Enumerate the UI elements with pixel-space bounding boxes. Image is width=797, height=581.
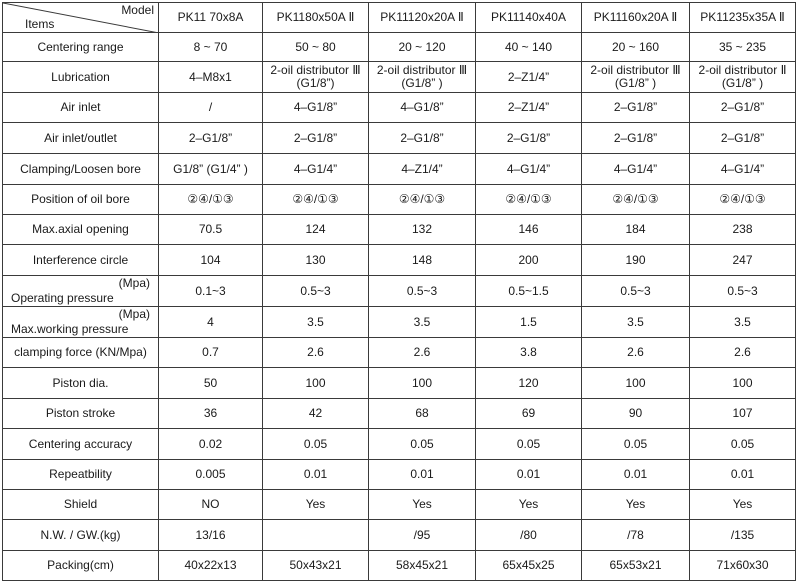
- table-cell: /80: [476, 520, 582, 551]
- table-row: [3, 520, 796, 551]
- items-heading: Items: [25, 17, 55, 31]
- table-row: [3, 154, 796, 185]
- row-label: Air inlet/outlet: [3, 123, 159, 154]
- table-cell: /78: [582, 520, 690, 551]
- table-cell: 148: [369, 245, 476, 276]
- spec-sheet: [2, 2, 795, 576]
- table-cell: 0.01: [476, 460, 582, 490]
- row-label-text: Max.working pressure: [11, 322, 129, 336]
- table-cell: 2.6: [263, 338, 369, 368]
- table-row: [3, 33, 796, 62]
- row-unit: (Mpa): [118, 276, 150, 290]
- model-heading: Model: [121, 3, 154, 17]
- table-cell: 0.5~3: [582, 276, 690, 307]
- model-column-header: PK11120x20A Ⅱ: [369, 3, 476, 33]
- table-row: [3, 123, 796, 154]
- table-cell: [582, 62, 690, 93]
- table-cell: ②④/①③: [476, 185, 582, 215]
- table-cell: 2–G1/8”: [159, 123, 263, 154]
- table-cell: 36: [159, 399, 263, 429]
- table-cell: 90: [582, 399, 690, 429]
- table-cell: 2–G1/8”: [369, 123, 476, 154]
- table-row: [3, 62, 796, 93]
- cell-line-secondary: (G1/8” ): [401, 76, 443, 90]
- row-unit: (Mpa): [118, 307, 150, 321]
- table-row: [3, 551, 796, 581]
- row-label: Position of oil bore: [3, 185, 159, 215]
- table-cell: 107: [690, 399, 796, 429]
- table-cell: 0.5~3: [690, 276, 796, 307]
- table-cell: 3.5: [690, 307, 796, 338]
- cell-line-primary: 2-oil distributor Ⅲ: [270, 63, 361, 77]
- table-cell: 8 ~ 70: [159, 33, 263, 62]
- table-cell: 0.01: [369, 460, 476, 490]
- table-cell: ②④/①③: [263, 185, 369, 215]
- table-cell: Yes: [369, 490, 476, 520]
- table-cell: 0.05: [690, 429, 796, 460]
- table-cell: 0.5~3: [369, 276, 476, 307]
- table-cell: 0.05: [582, 429, 690, 460]
- table-cell: 190: [582, 245, 690, 276]
- table-row: [3, 429, 796, 460]
- row-label: Centering range: [3, 33, 159, 62]
- table-cell: 20 ~ 160: [582, 33, 690, 62]
- row-label: Interference circle: [3, 245, 159, 276]
- table-cell: 0.7: [159, 338, 263, 368]
- table-cell: 4–G1/4”: [582, 154, 690, 185]
- table-cell: 35 ~ 235: [690, 33, 796, 62]
- table-cell: Yes: [263, 490, 369, 520]
- cell-line-secondary: (G1/8” ): [614, 76, 657, 90]
- table-cell: 4–G1/4”: [263, 154, 369, 185]
- table-cell: 184: [582, 215, 690, 245]
- table-cell: 100: [369, 368, 476, 399]
- table-cell: 65x53x21: [582, 551, 690, 581]
- model-column-header: PK1180x50A Ⅱ: [263, 3, 369, 33]
- row-label: Piston stroke: [3, 399, 159, 429]
- table-cell: ②④/①③: [159, 185, 263, 215]
- table-row: [3, 368, 796, 399]
- table-row: [3, 338, 796, 368]
- model-column-header: PK11235x35A Ⅱ: [690, 3, 796, 33]
- table-cell: 1.5: [476, 307, 582, 338]
- table-cell: NO: [159, 490, 263, 520]
- table-cell: 70.5: [159, 215, 263, 245]
- model-column-header: PK11140x40A: [476, 3, 582, 33]
- table-cell: Yes: [582, 490, 690, 520]
- table-cell: 146: [476, 215, 582, 245]
- table-cell: 200: [476, 245, 582, 276]
- header-row: [3, 3, 796, 33]
- row-label: clamping force (KN/Mpa): [3, 338, 159, 368]
- row-label: [3, 307, 159, 338]
- table-cell: 4–G1/8”: [369, 93, 476, 123]
- table-cell: /: [159, 93, 263, 123]
- table-cell: 4–M8x1: [159, 62, 263, 93]
- table-cell: [690, 62, 796, 93]
- table-cell: 100: [690, 368, 796, 399]
- table-cell: G1/8” (G1/4” ): [159, 154, 263, 185]
- cell-line-primary: 2-oil distributor Ⅲ: [590, 63, 681, 77]
- table-cell: 2–Z1/4”: [476, 62, 582, 93]
- table-cell: 104: [159, 245, 263, 276]
- table-cell: 2.6: [582, 338, 690, 368]
- table-row: [3, 215, 796, 245]
- table-cell: 50: [159, 368, 263, 399]
- table-cell: 0.05: [369, 429, 476, 460]
- table-cell: 50 ~ 80: [263, 33, 369, 62]
- table-cell: Yes: [690, 490, 796, 520]
- table-cell: 0.5~1.5: [476, 276, 582, 307]
- table-row: [3, 185, 796, 215]
- row-label: Shield: [3, 490, 159, 520]
- table-cell: /95: [369, 520, 476, 551]
- table-cell: 40x22x13: [159, 551, 263, 581]
- cell-line-secondary: (G1/8”): [296, 76, 335, 90]
- table-cell: ②④/①③: [690, 185, 796, 215]
- row-label: Air inlet: [3, 93, 159, 123]
- table-cell: 13/16: [159, 520, 263, 551]
- table-cell: 3.8: [476, 338, 582, 368]
- table-cell: 50x43x21: [263, 551, 369, 581]
- model-column-header: PK11160x20A Ⅱ: [582, 3, 690, 33]
- table-cell: 4–G1/8”: [263, 93, 369, 123]
- table-cell: 58x45x21: [369, 551, 476, 581]
- table-cell: 0.01: [582, 460, 690, 490]
- table-cell: 69: [476, 399, 582, 429]
- table-cell: 100: [263, 368, 369, 399]
- table-cell: 0.01: [263, 460, 369, 490]
- table-cell: 238: [690, 215, 796, 245]
- table-row: [3, 399, 796, 429]
- table-cell: 2–G1/8”: [582, 123, 690, 154]
- table-row: [3, 307, 796, 338]
- table-cell: 0.05: [476, 429, 582, 460]
- row-label: Lubrication: [3, 62, 159, 93]
- table-cell: 40 ~ 140: [476, 33, 582, 62]
- table-row: [3, 245, 796, 276]
- row-label: [3, 276, 159, 307]
- row-label: Packing(cm): [3, 551, 159, 581]
- table-cell: 4–Z1/4”: [369, 154, 476, 185]
- row-label: N.W. / GW.(kg): [3, 520, 159, 551]
- row-label: Clamping/Loosen bore: [3, 154, 159, 185]
- row-label: Centering accuracy: [3, 429, 159, 460]
- corner-cell: [3, 3, 159, 33]
- table-row: [3, 276, 796, 307]
- spec-table-body: [3, 33, 796, 581]
- table-cell: 2–G1/8”: [582, 93, 690, 123]
- row-label: Max.axial opening: [3, 215, 159, 245]
- table-cell: ②④/①③: [369, 185, 476, 215]
- table-cell: 100: [582, 368, 690, 399]
- table-cell: 120: [476, 368, 582, 399]
- row-label: Repeatbility: [3, 460, 159, 490]
- table-cell: ②④/①③: [582, 185, 690, 215]
- table-cell: 124: [263, 215, 369, 245]
- table-cell: 3.5: [263, 307, 369, 338]
- table-cell: 3.5: [582, 307, 690, 338]
- cell-line-secondary: (G1/8” ): [721, 76, 764, 90]
- cell-line-primary: 2-oil distributor Ⅲ: [376, 63, 468, 77]
- table-cell: 71x60x30: [690, 551, 796, 581]
- table-cell: 2–G1/8”: [263, 123, 369, 154]
- table-cell: 2–Z1/4”: [476, 93, 582, 123]
- table-cell: 0.05: [263, 429, 369, 460]
- table-cell: 4: [159, 307, 263, 338]
- table-cell: 247: [690, 245, 796, 276]
- table-cell: 68: [369, 399, 476, 429]
- table-cell: 0.5~3: [263, 276, 369, 307]
- table-cell: 0.02: [159, 429, 263, 460]
- row-label-text: Operating pressure: [11, 291, 114, 305]
- table-cell: 65x45x25: [476, 551, 582, 581]
- table-cell: 132: [369, 215, 476, 245]
- table-cell: 2–G1/8”: [476, 123, 582, 154]
- table-cell: 3.5: [369, 307, 476, 338]
- table-cell: 4–G1/4”: [476, 154, 582, 185]
- table-row: [3, 93, 796, 123]
- model-column-header: PK11 70x8A: [159, 3, 263, 33]
- table-cell: 20 ~ 120: [369, 33, 476, 62]
- table-cell: 0.01: [690, 460, 796, 490]
- table-cell: 42: [263, 399, 369, 429]
- table-row: [3, 460, 796, 490]
- spec-table: [2, 2, 796, 581]
- table-cell: Yes: [476, 490, 582, 520]
- table-cell: [369, 62, 476, 93]
- table-cell: 2–G1/8”: [690, 123, 796, 154]
- table-cell: [263, 62, 369, 93]
- table-cell: /135: [690, 520, 796, 551]
- row-label: Piston dia.: [3, 368, 159, 399]
- table-cell: 2–G1/8”: [690, 93, 796, 123]
- cell-line-primary: 2-oil distributor Ⅱ: [698, 63, 787, 77]
- table-cell: 0.005: [159, 460, 263, 490]
- table-cell: 0.1~3: [159, 276, 263, 307]
- table-cell: 2.6: [690, 338, 796, 368]
- table-cell: [263, 520, 369, 551]
- table-cell: 130: [263, 245, 369, 276]
- table-cell: 4–G1/4”: [690, 154, 796, 185]
- table-cell: 2.6: [369, 338, 476, 368]
- table-row: [3, 490, 796, 520]
